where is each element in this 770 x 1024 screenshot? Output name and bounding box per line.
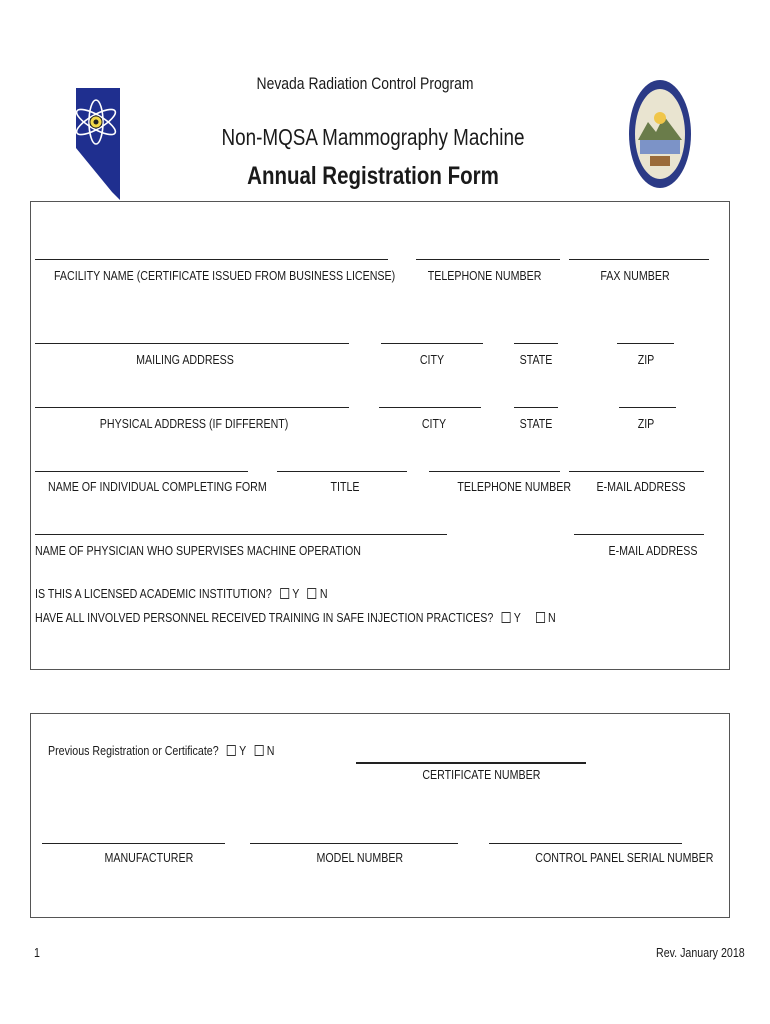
training-question	[35, 610, 556, 625]
training-no-checkbox[interactable]	[536, 612, 545, 623]
zip-label-2: ZIP	[637, 416, 655, 431]
manufacturer-field[interactable]	[42, 843, 225, 844]
academic-yes-label: Y	[292, 586, 300, 601]
zip-field-2[interactable]	[619, 407, 676, 408]
model-number-label: MODEL NUMBER	[316, 850, 404, 865]
email-field-2[interactable]	[574, 534, 704, 535]
physician-name-field[interactable]	[35, 534, 447, 535]
academic-no-label: N	[319, 586, 328, 601]
academic-yes-checkbox[interactable]	[280, 588, 289, 599]
previous-yes-checkbox[interactable]	[227, 745, 236, 756]
city-label: CITY	[419, 352, 445, 367]
academic-question	[35, 586, 328, 601]
previous-no-label: N	[266, 743, 275, 758]
facility-name-label: FACILITY NAME (CERTIFICATE ISSUED FROM BUSINESS LICENSE)	[54, 268, 396, 283]
telephone-field[interactable]	[416, 259, 560, 260]
city-field-2[interactable]	[379, 407, 481, 408]
previous-registration-question	[48, 743, 274, 758]
state-field-2[interactable]	[514, 407, 558, 408]
state-label-2: STATE	[519, 416, 553, 431]
revision-date: Rev. January 2018	[656, 945, 745, 960]
certificate-number-field[interactable]	[356, 762, 586, 764]
page-number: 1	[34, 945, 40, 960]
state-label: STATE	[519, 352, 553, 367]
previous-registration-text: Previous Registration or Certificate?	[48, 743, 219, 758]
title-field[interactable]	[277, 471, 407, 472]
city-label-2: CITY	[421, 416, 447, 431]
form-subtitle: Non-MQSA Mammography Machine	[221, 124, 525, 150]
individual-name-field[interactable]	[35, 471, 248, 472]
zip-label: ZIP	[637, 352, 655, 367]
fax-label: FAX NUMBER	[600, 268, 670, 283]
certificate-number-label: CERTIFICATE NUMBER	[422, 767, 541, 782]
manufacturer-label: MANUFACTURER	[104, 850, 194, 865]
training-question-text: HAVE ALL INVOLVED PERSONNEL RECEIVED TRAINING IN SAFE INJECTION PRACTICES?	[35, 610, 494, 625]
previous-yes-label: Y	[239, 743, 247, 758]
form-title: Annual Registration Form	[247, 162, 499, 190]
training-no-label: N	[547, 610, 556, 625]
serial-number-field[interactable]	[489, 843, 682, 844]
email-field[interactable]	[569, 471, 704, 472]
training-yes-checkbox[interactable]	[502, 612, 511, 623]
physical-address-label: PHYSICAL ADDRESS (IF DIFFERENT)	[99, 416, 289, 431]
email-label-2: E-MAIL ADDRESS	[608, 543, 698, 558]
physical-address-field[interactable]	[35, 407, 349, 408]
zip-field[interactable]	[617, 343, 674, 344]
telephone-label: TELEPHONE NUMBER	[427, 268, 542, 283]
fax-field[interactable]	[569, 259, 709, 260]
state-field[interactable]	[514, 343, 558, 344]
mailing-address-field[interactable]	[35, 343, 349, 344]
academic-no-checkbox[interactable]	[308, 588, 317, 599]
previous-no-checkbox[interactable]	[254, 745, 263, 756]
physician-name-label: NAME OF PHYSICIAN WHO SUPERVISES MACHINE OPERATION	[35, 543, 361, 558]
email-label: E-MAIL ADDRESS	[596, 479, 686, 494]
training-yes-label: Y	[513, 610, 521, 625]
telephone-label-2: TELEPHONE NUMBER	[457, 479, 572, 494]
facility-name-field[interactable]	[35, 259, 388, 260]
title-label: TITLE	[330, 479, 360, 494]
model-number-field[interactable]	[250, 843, 458, 844]
individual-name-label: NAME OF INDIVIDUAL COMPLETING FORM	[48, 479, 267, 494]
serial-number-label: CONTROL PANEL SERIAL NUMBER	[535, 850, 714, 865]
city-field[interactable]	[381, 343, 483, 344]
mailing-address-label: MAILING ADDRESS	[136, 352, 234, 367]
program-name: Nevada Radiation Control Program	[256, 74, 474, 93]
telephone-field-2[interactable]	[429, 471, 560, 472]
academic-question-text: IS THIS A LICENSED ACADEMIC INSTITUTION?	[35, 586, 272, 601]
